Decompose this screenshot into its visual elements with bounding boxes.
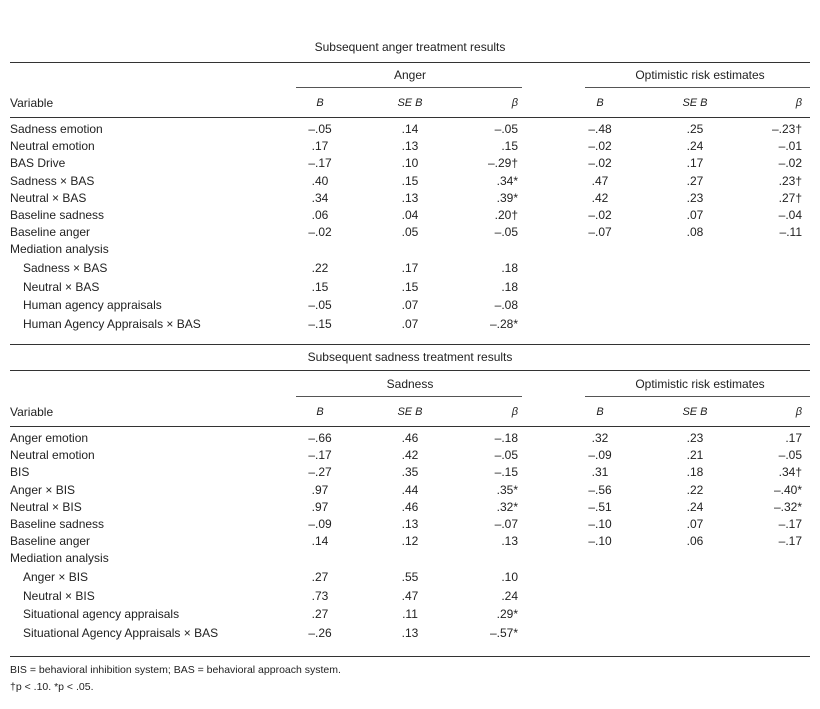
bottom-rule	[10, 656, 810, 657]
group-rule-left	[296, 396, 522, 397]
table-cell: .24	[501, 588, 518, 603]
table-cell: .14	[311, 534, 329, 549]
table-cell: –.02	[308, 225, 332, 240]
row-label: Neutral emotion	[10, 139, 95, 154]
se-b-header: SE B	[397, 97, 423, 109]
table-cell: .34	[311, 190, 329, 205]
table-cell: .34†	[778, 465, 802, 480]
table-cell: –.05	[308, 122, 332, 136]
table-cell: .18	[501, 279, 518, 294]
table-cell: .22	[686, 482, 704, 497]
table-cell: –.66	[308, 431, 332, 445]
table-cell: –.56	[588, 482, 612, 497]
table-cell: .47	[401, 588, 419, 603]
table-cell: –.48	[588, 122, 612, 136]
table-cell: .22	[311, 260, 329, 275]
table-cell: .97	[311, 499, 329, 514]
row-label: Situational Agency Appraisals × BAS	[23, 625, 219, 640]
table-cell: –.05	[778, 448, 802, 463]
se-b-header: SE B	[682, 406, 708, 418]
row-label: Neutral × BAS	[10, 190, 87, 205]
table-cell: –.02	[778, 156, 802, 171]
table-cell: .32*	[496, 499, 518, 514]
table-cell: .13	[401, 139, 419, 154]
header-rule	[10, 426, 810, 427]
section-title: Subsequent anger treatment results	[314, 40, 506, 54]
table-cell: .12	[401, 534, 419, 549]
table-cell: .05	[401, 225, 419, 240]
table-cell: .24	[686, 139, 704, 154]
table-cell: –.17	[308, 448, 332, 463]
table-cell: –.08	[494, 298, 518, 313]
row-label: Anger emotion	[10, 431, 89, 445]
table-cell: –.07	[588, 225, 612, 240]
group-rule-right	[585, 396, 810, 397]
table-cell: .23	[686, 190, 704, 205]
table-cell: .27	[311, 569, 329, 584]
table-cell: .10	[401, 156, 419, 171]
table-cell: –.02	[588, 208, 612, 222]
table-cell: .06	[686, 534, 704, 549]
table-cell: .27	[686, 173, 704, 188]
table-cell: –.32*	[773, 499, 802, 514]
table-cell: .44	[401, 482, 419, 497]
table-cell: –.05	[494, 448, 518, 463]
table-cell: –.23†	[771, 122, 802, 136]
beta-header: β	[511, 97, 518, 109]
table-cell: –.05	[308, 298, 332, 313]
table-cell: .04	[401, 208, 419, 222]
table-cell: .17	[401, 260, 419, 275]
section-divider	[10, 344, 810, 345]
variable-header: Variable	[10, 405, 54, 419]
table-cell: .29*	[496, 607, 518, 622]
row-label: Neutral × BIS	[10, 499, 82, 514]
table-cell: .35	[401, 465, 419, 480]
table-cell: –.05	[494, 122, 518, 136]
table-cell: .15	[311, 279, 329, 294]
table-cell: –.27	[308, 465, 332, 480]
top-rule	[10, 62, 810, 63]
table-cell: .07	[686, 517, 704, 531]
table-cell: .27†	[778, 190, 802, 205]
group-rule-right	[585, 87, 810, 88]
table-cell: .06	[311, 208, 329, 222]
b-header: B	[316, 97, 324, 109]
table-cell: –.15	[308, 316, 332, 331]
table-cell: .73	[311, 588, 329, 603]
row-label: Sadness emotion	[10, 122, 103, 136]
variable-header: Variable	[10, 96, 54, 110]
table-cell: –.02	[588, 156, 612, 171]
se-b-header: SE B	[397, 406, 423, 418]
row-label: Neutral × BIS	[23, 588, 95, 603]
table-cell: .17	[785, 431, 802, 445]
table-cell: .15	[401, 173, 419, 188]
table-cell: .23	[686, 431, 704, 445]
table-cell: .55	[401, 569, 419, 584]
row-label: Neutral × BAS	[23, 279, 100, 294]
row-label: BAS Drive	[10, 156, 66, 171]
table-cell: –.17	[308, 156, 332, 171]
table-cell: –.04	[778, 208, 802, 222]
table-cell: .07	[686, 208, 704, 222]
table-cell: –.01	[778, 139, 802, 154]
beta-header: β	[795, 97, 802, 109]
table-cell: –.15	[494, 465, 518, 480]
table-cell: –.26	[308, 625, 332, 640]
table-cell: –.51	[588, 499, 612, 514]
table-cell: –.11	[779, 225, 802, 240]
row-label: Baseline anger	[10, 225, 91, 240]
table-cell: .08	[686, 225, 704, 240]
row-label: Human Agency Appraisals × BAS	[23, 316, 201, 331]
mediation-label: Mediation analysis	[10, 551, 109, 566]
table-cell: .17	[686, 156, 704, 171]
table-cell: .18	[501, 260, 518, 275]
table-cell: .34*	[496, 173, 518, 188]
group-header-right: Optimistic risk estimates	[635, 377, 765, 391]
table-cell: –.10	[588, 517, 612, 531]
table-cell: –.29†	[487, 156, 518, 171]
table-cell: –.05	[494, 225, 518, 240]
table-cell: .42	[401, 448, 419, 463]
table-cell: .46	[401, 431, 419, 445]
row-label: Baseline anger	[10, 534, 91, 549]
table-cell: –.07	[494, 517, 518, 531]
se-b-header: SE B	[682, 97, 708, 109]
table-cell: .13	[501, 534, 518, 549]
table-cell: –.57*	[489, 625, 518, 640]
table-cell: .20†	[494, 208, 518, 222]
table-cell: .39*	[496, 190, 518, 205]
row-label: Sadness × BAS	[23, 260, 108, 275]
row-label: Sadness × BAS	[10, 173, 95, 188]
group-header-left: Anger	[393, 68, 427, 82]
table-cell: .13	[401, 625, 419, 640]
row-label: Situational agency appraisals	[23, 607, 180, 622]
table-cell: .97	[311, 482, 329, 497]
table-note: BIS = behavioral inhibition system; BAS = behavioral approach system.	[10, 664, 341, 676]
table-cell: –.09	[308, 517, 332, 531]
b-header: B	[596, 97, 604, 109]
table-cell: .32	[591, 431, 609, 445]
table-cell: .46	[401, 499, 419, 514]
table-cell: .40	[311, 173, 329, 188]
row-label: BIS	[10, 465, 30, 480]
table-cell: –.40*	[773, 482, 802, 497]
header-rule	[10, 117, 810, 118]
table-cell: .47	[591, 173, 609, 188]
table-cell: .13	[401, 190, 419, 205]
table-cell: .15	[501, 139, 518, 154]
table-cell: .23†	[778, 173, 802, 188]
table-cell: –.17	[778, 534, 802, 549]
table-cell: –.17	[778, 517, 802, 531]
table-cell: –.10	[588, 534, 612, 549]
section-title: Subsequent sadness treatment results	[307, 350, 513, 364]
table-cell: .24	[686, 499, 704, 514]
table-cell: .27	[311, 607, 329, 622]
top-rule	[10, 370, 810, 371]
mediation-label: Mediation analysis	[10, 242, 109, 257]
table-cell: .07	[401, 316, 419, 331]
table-cell: –.02	[588, 139, 612, 154]
table-cell: .42	[591, 190, 609, 205]
table-cell: –.09	[588, 448, 612, 463]
row-label: Baseline sadness	[10, 517, 105, 531]
beta-header: β	[511, 406, 518, 418]
row-label: Anger × BIS	[10, 482, 76, 497]
b-header: B	[596, 406, 604, 418]
row-label: Neutral emotion	[10, 448, 95, 463]
table-cell: –.18	[494, 431, 518, 445]
table-cell: .13	[401, 517, 419, 531]
table-cell: .18	[686, 465, 704, 480]
table-cell: .21	[686, 448, 704, 463]
table-cell: .14	[401, 122, 419, 136]
table-cell: .17	[311, 139, 329, 154]
beta-header: β	[795, 406, 802, 418]
table-cell: .10	[501, 569, 518, 584]
table-cell: .11	[402, 607, 418, 622]
group-header-left: Sadness	[386, 377, 434, 391]
row-label: Anger × BIS	[23, 569, 89, 584]
table-cell: –.28*	[489, 316, 518, 331]
table-cell: .31	[591, 465, 609, 480]
group-header-right: Optimistic risk estimates	[635, 68, 765, 82]
group-rule-left	[296, 87, 522, 88]
row-label: Baseline sadness	[10, 208, 105, 222]
table-cell: .15	[401, 279, 419, 294]
table-cell: .07	[401, 298, 419, 313]
b-header: B	[316, 406, 324, 418]
row-label: Human agency appraisals	[23, 298, 162, 313]
table-cell: .35*	[496, 482, 518, 497]
table-cell: .25	[686, 122, 704, 136]
significance-note: †p < .10. *p < .05.	[10, 681, 94, 693]
